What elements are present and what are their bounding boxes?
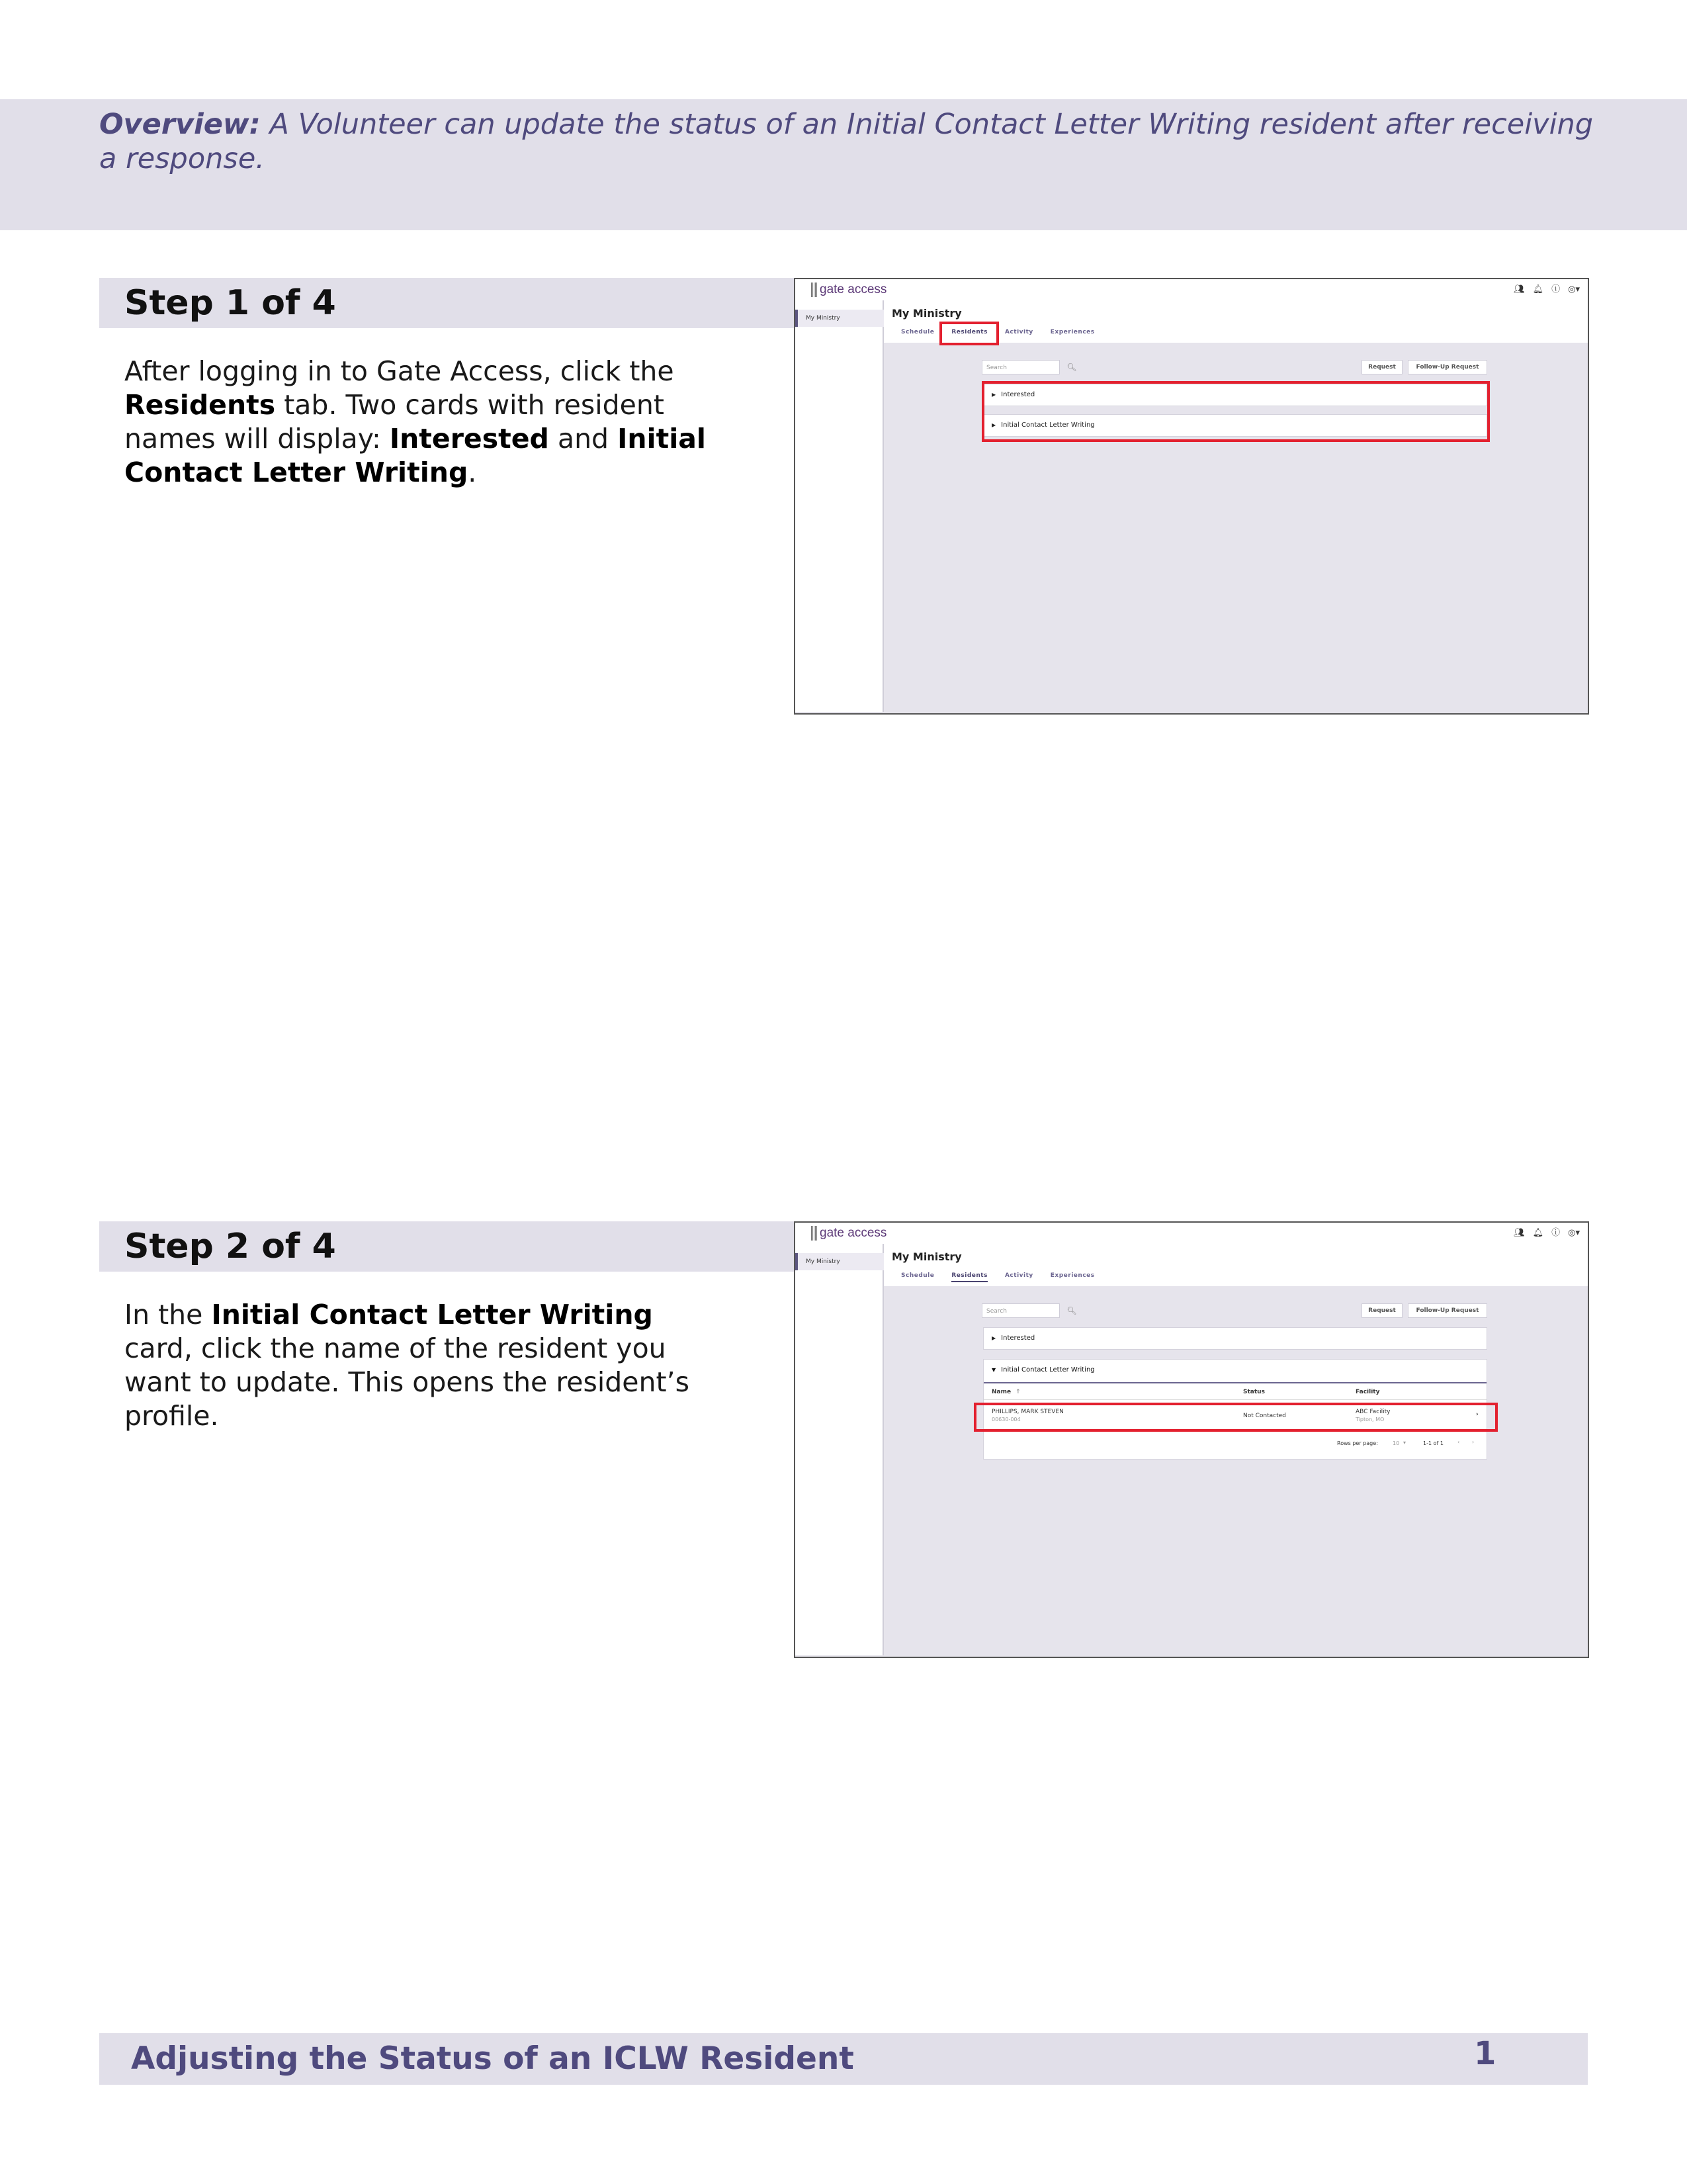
- gate-logo-icon: [811, 283, 817, 297]
- overview-text: [99, 107, 1594, 176]
- interested-card[interactable]: [983, 1327, 1487, 1350]
- highlight-residents-tab: [939, 322, 999, 345]
- tab-experiences[interactable]: Experiences: [1050, 1272, 1095, 1279]
- step-2-bold-iclw: Initial Contact Letter Writing: [211, 1299, 653, 1331]
- step-1-bold-interested: Interested: [389, 423, 549, 455]
- column-header-name[interactable]: Name: [992, 1389, 1012, 1395]
- request-button[interactable]: Request: [1362, 1303, 1403, 1318]
- resident-name[interactable]: PHILLIPS, MARK STEVEN: [992, 1409, 1064, 1415]
- rows-per-page-label: Rows per page:: [1337, 1440, 1378, 1446]
- step-1-text-c: and: [548, 423, 618, 455]
- step-1-bold-residents: Residents: [124, 389, 276, 421]
- tab-experiences[interactable]: Experiences: [1050, 329, 1095, 335]
- search-input[interactable]: Search: [982, 360, 1060, 374]
- prev-page-icon[interactable]: ‹: [1457, 1439, 1460, 1445]
- page-title: My Ministry: [892, 307, 962, 320]
- account-icon[interactable]: ◎▾: [1568, 284, 1580, 294]
- account-icon[interactable]: ◎▾: [1568, 1228, 1580, 1238]
- expand-arrow-icon: ▶: [992, 422, 996, 428]
- pagination-range: 1-1 of 1: [1423, 1440, 1444, 1446]
- app-header: [884, 1244, 1588, 1286]
- search-icon[interactable]: 🔍︎: [1066, 363, 1077, 372]
- tab-schedule[interactable]: Schedule: [901, 1272, 935, 1279]
- overview-body: A Volunteer can update the status of an Initial Contact Letter Writing resident after receiving a response.: [99, 108, 1594, 175]
- resident-location: Tipton, MO: [1356, 1417, 1385, 1422]
- overview-label: Overview:: [99, 108, 261, 141]
- search-icon[interactable]: 🔍︎: [1066, 1306, 1077, 1315]
- tab-activity[interactable]: Activity: [1004, 1272, 1033, 1279]
- step-1-text-a: After logging in to Gate Access, click the: [124, 355, 674, 387]
- step-2-text-b: card, click the name of the resident you want to update. This opens the resident’s profile.: [124, 1332, 689, 1432]
- iclw-card-label: Initial Contact Letter Writing: [1001, 421, 1095, 429]
- expand-arrow-icon: ▶: [992, 392, 996, 398]
- page-title: My Ministry: [892, 1250, 962, 1263]
- screenshot-step-1: [794, 278, 1589, 715]
- help-icon[interactable]: ⓘ: [1551, 284, 1561, 294]
- step-1-bold-iclw: Initial Contact Letter Writing: [124, 423, 706, 488]
- step-2-title: Step 2 of 4: [124, 1227, 336, 1266]
- follow-up-request-button[interactable]: Follow-Up Request: [1408, 1303, 1487, 1318]
- dropdown-caret-icon[interactable]: ▾: [1403, 1440, 1406, 1446]
- search-input[interactable]: Search: [982, 1303, 1060, 1318]
- divider: [984, 1399, 1487, 1400]
- iclw-card-header[interactable]: [984, 1360, 1487, 1383]
- app-logo-text: gate access: [820, 1226, 887, 1240]
- highlight-cards: [982, 381, 1490, 442]
- app-top-bar: [795, 279, 1588, 302]
- app-sidebar: [795, 300, 884, 712]
- rows-per-page-select[interactable]: 10: [1393, 1440, 1400, 1446]
- footer-title: Adjusting the Status of an ICLW Resident: [131, 2040, 854, 2077]
- resident-status: Not Contacted: [1243, 1413, 1286, 1419]
- users-icon[interactable]: 👥︎: [1514, 1228, 1525, 1238]
- top-bar-icons: [1514, 283, 1580, 296]
- tab-residents[interactable]: Residents: [951, 329, 988, 335]
- top-bar-icons: [1514, 1227, 1580, 1240]
- tab-schedule[interactable]: Schedule: [901, 329, 935, 335]
- app-sidebar: [795, 1244, 884, 1655]
- resident-facility: ABC Facility: [1356, 1409, 1391, 1415]
- sidebar-item-my-ministry[interactable]: [795, 310, 885, 327]
- tab-activity[interactable]: Activity: [1004, 329, 1033, 335]
- sidebar-item-label: My Ministry: [806, 315, 840, 322]
- sidebar-item-label: My Ministry: [806, 1258, 840, 1265]
- step-1-text-d: .: [468, 457, 477, 488]
- sidebar-item-my-ministry[interactable]: [795, 1253, 885, 1270]
- step-2-text-a: In the: [124, 1299, 212, 1331]
- step-1-text-b: tab. Two cards with resident names will display:: [124, 389, 664, 455]
- chevron-right-icon[interactable]: ›: [1476, 1411, 1479, 1418]
- bell-icon[interactable]: 🔔︎: [1532, 284, 1544, 294]
- help-icon[interactable]: ⓘ: [1551, 1228, 1561, 1238]
- gate-logo-icon: [811, 1226, 817, 1241]
- collapse-arrow-icon: ▼: [992, 1367, 996, 1373]
- resident-id: 00630-004: [992, 1417, 1021, 1422]
- request-button[interactable]: Request: [1362, 360, 1403, 374]
- page-number: 1: [1474, 2035, 1496, 2072]
- iclw-card-label: Initial Contact Letter Writing: [1001, 1366, 1095, 1374]
- highlight-resident-row: [974, 1403, 1498, 1432]
- follow-up-request-button[interactable]: Follow-Up Request: [1408, 360, 1487, 374]
- users-icon[interactable]: 👥︎: [1514, 284, 1525, 294]
- sort-arrow-icon[interactable]: ↑: [1016, 1389, 1021, 1395]
- bell-icon[interactable]: 🔔︎: [1532, 1228, 1544, 1238]
- column-header-facility: Facility: [1356, 1389, 1380, 1395]
- app-top-bar: [795, 1223, 1588, 1245]
- tab-bar: [901, 1270, 1095, 1282]
- column-header-status: Status: [1243, 1389, 1265, 1395]
- interested-card-label: Interested: [1001, 391, 1035, 398]
- tab-residents[interactable]: Residents: [951, 1270, 988, 1282]
- screenshot-step-2: [794, 1221, 1589, 1658]
- step-2-instructions: [124, 1298, 720, 1433]
- app-logo-text: gate access: [820, 283, 887, 296]
- expand-arrow-icon: ▶: [992, 1335, 996, 1341]
- step-1-instructions: [124, 355, 720, 490]
- next-page-icon[interactable]: ›: [1472, 1439, 1475, 1445]
- interested-card-label: Interested: [1001, 1334, 1035, 1342]
- step-1-title: Step 1 of 4: [124, 283, 336, 323]
